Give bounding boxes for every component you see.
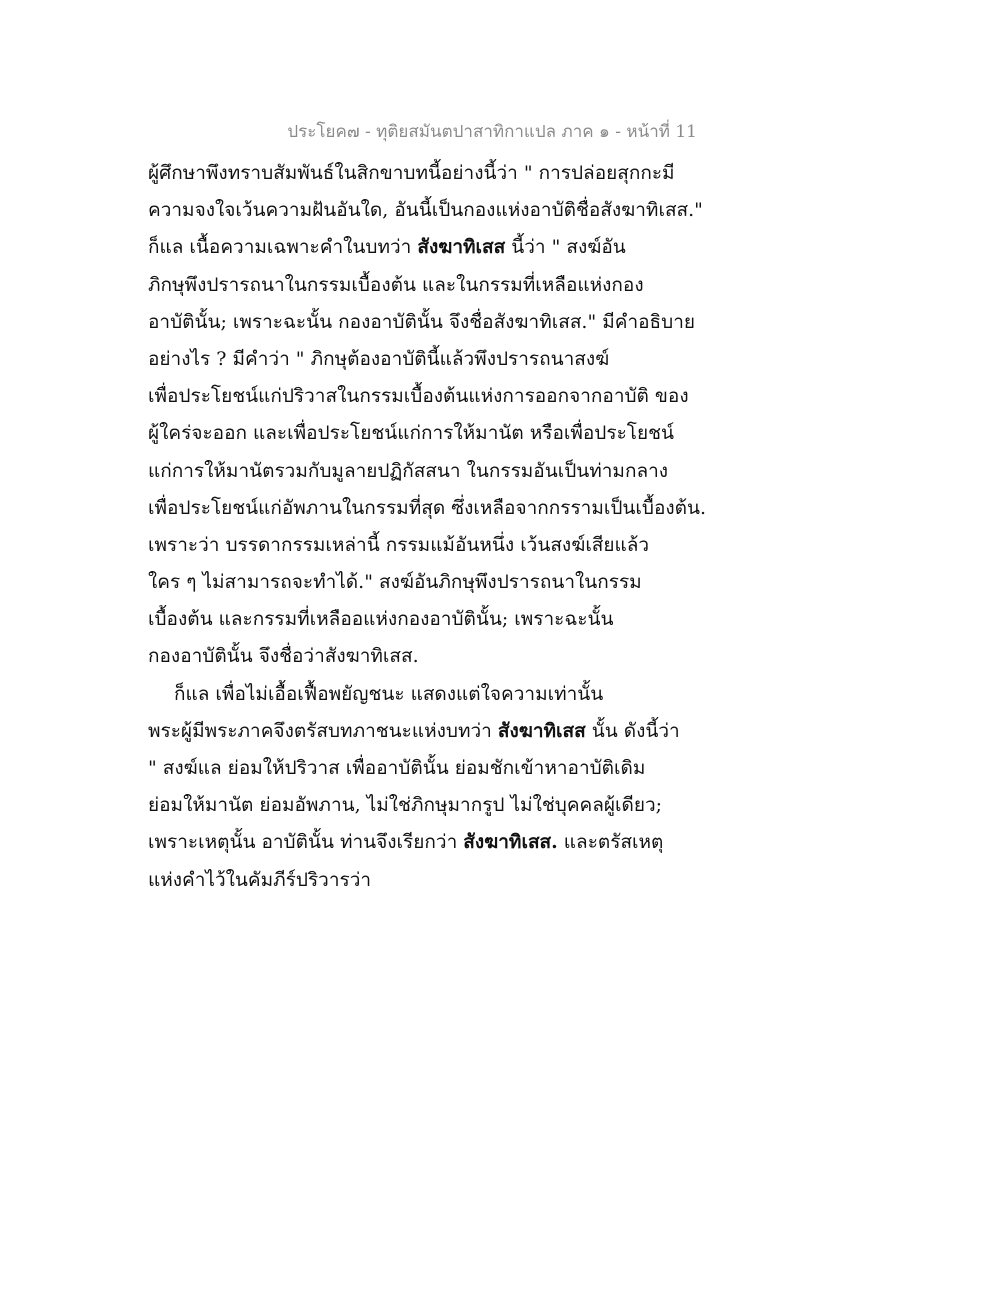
bold-term: สังฆาทิเสส. (463, 831, 558, 854)
text-line: เบื้องต้น และกรรมที่เหลืออแห่งกองอาบัตินั้น; เพราะฉะนั้น (148, 608, 614, 631)
text-line-indented: ก็แล เพื่อไม่เอื้อเฟื้อพยัญชนะ แสดงแต่ใจความเท่านั้น (174, 682, 604, 705)
text-line: ใคร ๆ ไม่สามารถจะทำได้." สงฆ์อันภิกษุพึงปรารถนาในกรรม (148, 571, 642, 594)
text-line: อาบัตินั้น; เพราะฉะนั้น กองอาบัตินั้น จึงชื่อสังฆาทิเสส." มีคำอธิบาย (148, 310, 696, 333)
text-line: ก็แล เนื้อความเฉพาะคำในบทว่า สังฆาทิเสส นี้ว่า " สงฆ์อัน (148, 236, 626, 259)
text-line: ภิกษุพึงปรารถนาในกรรมเบื้องต้น และในกรรมที่เหลือแห่งกอง (148, 273, 644, 296)
text-line: เพราะเหตุนั้น อาบัตินั้น ท่านจึงเรียกว่า สังฆาทิเสส. และตรัสเหตุ (148, 831, 664, 854)
text-line: กองอาบัตินั้น จึงชื่อว่าสังฆาทิเสส. (148, 645, 419, 668)
text-line: เพื่อประโยชน์แก่ปริวาสในกรรมเบื้องต้นแห่งการออกจากอาบัติ ของ (148, 385, 689, 408)
body-text (148, 155, 728, 899)
text-line: เพื่อประโยชน์แก่อัพภานในกรรมที่สุด ซึ่งเหลือจากกรรามเป็นเบื้องต้น. (148, 496, 707, 519)
text-line: ย่อมให้มานัต ย่อมอัพภาน, ไม่ใช่ภิกษุมากรูป ไม่ใช่บุคคลผู้เดียว; (148, 794, 663, 817)
text-line: " สงฆ์แล ย่อมให้ปริวาส เพื่ออาบัตินั้น ย่อมชักเข้าหาอาบัติเดิม (148, 757, 646, 779)
text-line: อย่างไร ? มีคำว่า " ภิกษุต้องอาบัตินี้แล้วพึงปรารถนาสงฆ์ (148, 347, 610, 370)
text-line: ผู้ใคร่จะออก และเพื่อประโยชน์แก่การให้มานัต หรือเพื่อประโยชน์ (148, 422, 674, 445)
text-line: พระผู้มีพระภาคจึงตรัสบทภาชนะแห่งบทว่า สังฆาทิเสส นั้น ดังนี้ว่า (148, 719, 680, 742)
page-header: ประโยค๗ - ทุติยสมันตปาสาทิกาแปล ภาค ๑ - หน้าที่ 11 (287, 122, 697, 142)
text-line: แห่งคำไว้ในคัมภีร์ปริวารว่า (148, 868, 372, 891)
text-line: ผู้ศึกษาพึงทราบสัมพันธ์ในสิกขาบทนี้อย่างนี้ว่า " การปล่อยสุกกะมี (148, 162, 675, 184)
bold-term: สังฆาทิเสส (497, 719, 586, 742)
bold-term: สังฆาทิเสส (417, 236, 506, 259)
text-line: แก่การให้มานัตรวมกับมูลายปฏิกัสสนา ในกรรมอันเป็นท่ามกลาง (148, 459, 669, 482)
text-line: เพราะว่า บรรดากรรมเหล่านี้ กรรมแม้อันหนึ่ง เว้นสงฆ์เสียแล้ว (148, 533, 650, 556)
text-line: ความจงใจเว้นความฝันอันใด, อันนี้เป็นกองแห่งอาบัติชื่อสังฆาทิเสส." (148, 199, 703, 222)
